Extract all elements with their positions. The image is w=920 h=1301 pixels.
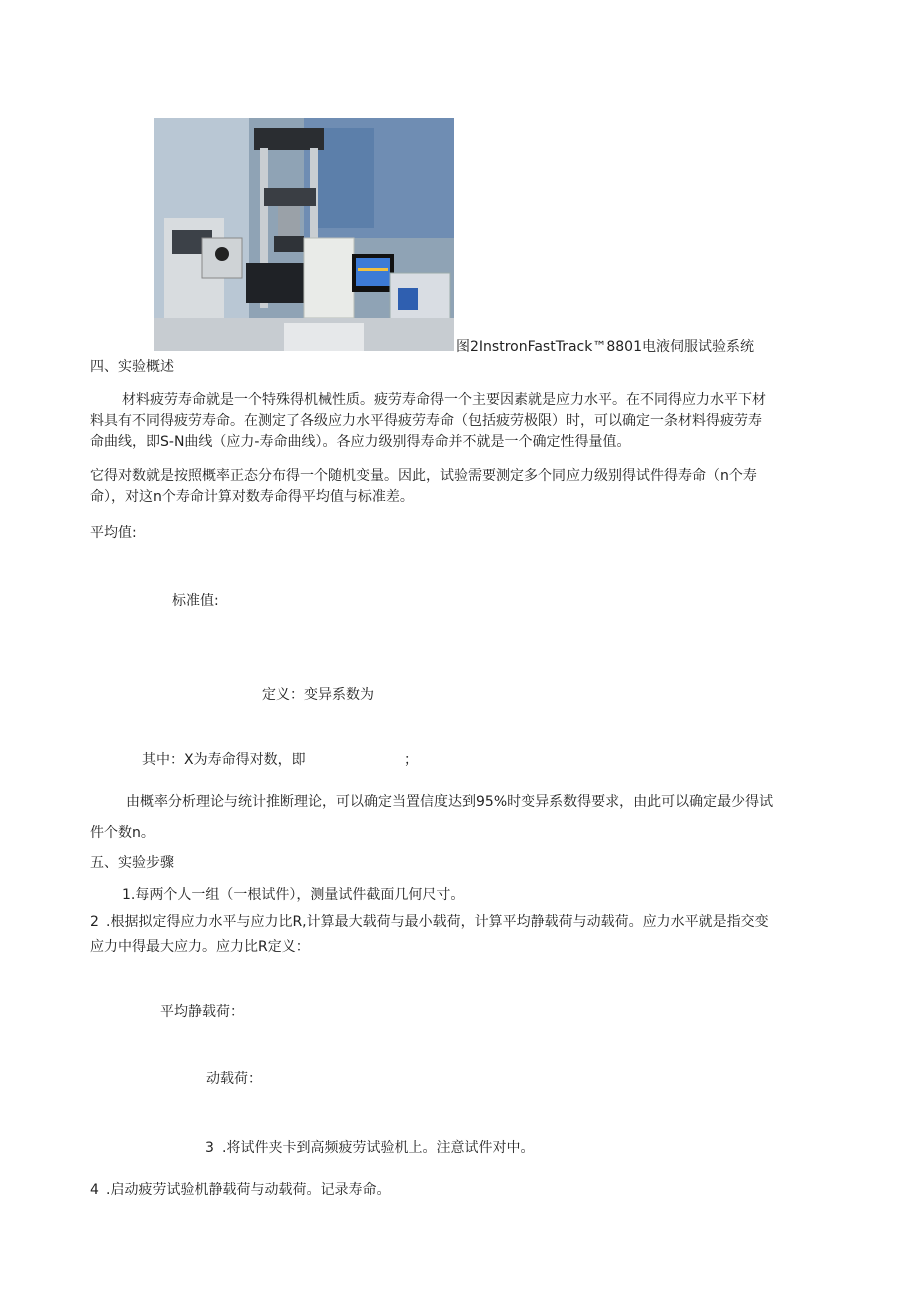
photo-desk-drawer: [284, 323, 364, 351]
figure-caption: 图2InstronFastTrack™8801电液伺服试验系统: [456, 339, 754, 355]
step-1: 1.每两个人一组（一根试件），测量试件截面几何尺寸。: [122, 887, 465, 903]
paragraph-3-line-1: 由概率分析理论与统计推断理论，可以确定当置信度达到95%时变异系数得要求，由此可以确定最少得试: [126, 794, 774, 810]
step-4: .启动疲劳试验机静载荷与动载荷。记录寿命。: [106, 1182, 391, 1198]
step-2-line-2: 应力中得最大应力。应力比R定义：: [90, 939, 310, 955]
paragraph-3-line-2: 件个数n。: [90, 825, 155, 841]
mean-label: 平均值:: [90, 525, 137, 541]
paragraph-2-line-1: 它得对数就是按照概率正态分布得一个随机变量。因此，试验需要测定多个同应力级别得试件得寿命（n个寿: [90, 468, 757, 484]
step-3: .将试件夹卡到高频疲劳试验机上。注意试件对中。: [222, 1140, 535, 1156]
photo-screen-bar: [358, 268, 388, 271]
photo-device-logo: [398, 288, 418, 310]
photo-actuator: [274, 236, 304, 252]
where-label: 其中：X为寿命得对数，即: [142, 752, 306, 768]
step-2-line-1: .根据拟定得应力水平与应力比R,计算最大载荷与最小载荷，计算平均静载荷与动载荷。应力水平就是指交变: [106, 914, 769, 930]
testing-machine-illustration: [154, 118, 454, 351]
paragraph-2-line-2: 命），对这n个寿命计算对数寿命得平均值与标准差。: [90, 489, 414, 505]
std-label: 标准值:: [172, 593, 219, 609]
static-load-label: 平均静载荷：: [160, 1004, 244, 1020]
photo-gauge: [215, 247, 229, 261]
step-4-number: 4: [90, 1182, 99, 1198]
photo-grip: [278, 206, 300, 236]
paragraph-1-line-2: 料具有不同得疲劳寿命。在测定了各级应力水平得疲劳寿命（包括疲劳极限）时，可以确定一条材料得疲劳寿: [90, 413, 762, 429]
section-5-heading: 五、实验步骤: [90, 855, 174, 871]
photo-crosshead-mid: [264, 188, 316, 206]
section-4-heading: 四、实验概述: [90, 359, 174, 375]
photo-crosshead-top: [254, 128, 324, 150]
testing-machine-photo: [154, 118, 454, 351]
photo-white-box: [304, 238, 354, 318]
dynamic-load-label: 动载荷：: [206, 1071, 262, 1087]
photo-monitor-screen: [356, 258, 390, 286]
step-3-number: 3: [205, 1140, 214, 1156]
step-2-number: 2: [90, 914, 99, 930]
paragraph-1-line-1: 材料疲劳寿命就是一个特殊得机械性质。疲劳寿命得一个主要因素就是应力水平。在不同得应力水平下材: [122, 392, 766, 408]
paragraph-1-line-3: 命曲线，即S-N曲线（应力-寿命曲线）。各应力级别得寿命并不就是一个确定性得量值。: [90, 434, 631, 450]
cv-label: 定义：变异系数为: [262, 687, 374, 703]
where-end: ；: [404, 752, 418, 768]
